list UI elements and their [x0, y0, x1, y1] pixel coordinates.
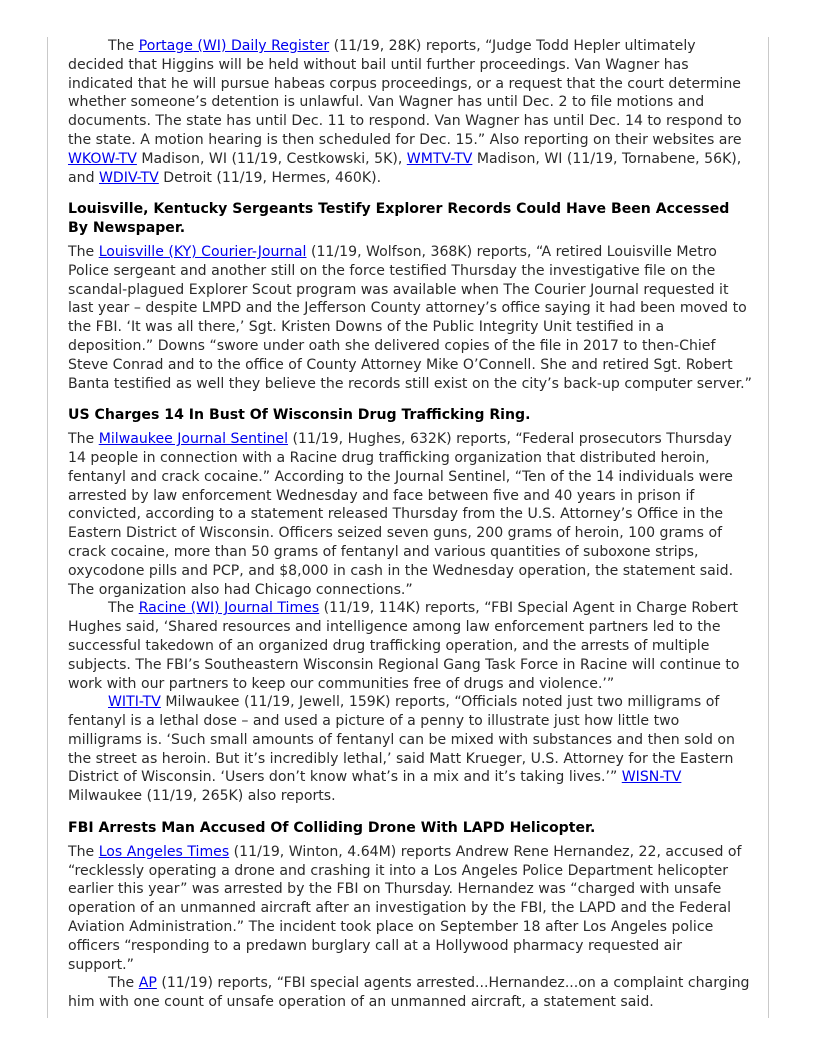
- heading-wisconsin-drug-ring: US Charges 14 In Bust Of Wisconsin Drug Trafficking Ring.: [68, 407, 531, 424]
- paragraph-text: (11/19) reports, “FBI special agents arrested...Hernandez...on a complaint charging him with one count of unsafe operation of an unmanned aircraft, a statement said.: [68, 975, 750, 1011]
- heading-drone-arrest: FBI Arrests Man Accused Of Colliding Drone With LAPD Helicopter.: [68, 820, 596, 837]
- paragraph-text: Madison, WI (11/19, Cestkowski, 5K),: [136, 150, 407, 167]
- paragraph-text: The: [68, 243, 99, 260]
- paragraph-text: The: [108, 600, 139, 617]
- link-wdiv-tv[interactable]: WDIV-TV: [99, 169, 159, 186]
- paragraph-witi: [68, 693, 752, 806]
- link-los-angeles-times[interactable]: Los Angeles Times: [98, 843, 230, 860]
- paragraph-la-times: [68, 843, 752, 975]
- paragraph-text: (11/19, Wolfson, 368K) reports, “A retired Louisville Metro Police sergeant and another still on the force testified Thursday the investigative file on the scandal-plagued Explorer Scout program was available when The Courier Journal requested it last year – despite LMPD and the Jefferson County attorney’s office saying it had been moved to the FBI. ‘It was all there,’ Sgt. Kristen Downs of the Public Integrity Unit testified in a deposition.” Downs “swore under oath she delivered copies of the file in 2017 to then-Chief Steve Conrad and to the office of County Attorney Mike O’Connell. She and retired Sgt. Robert Banta testified as well they believe the records still exist on the city’s back-up computer server.”: [68, 243, 752, 392]
- link-witi-tv[interactable]: WITI-TV: [108, 694, 161, 711]
- heading-louisville: Louisville, Kentucky Sergeants Testify Explorer Records Could Have Been Accessed By Newspaper.: [68, 201, 730, 237]
- link-louisville-courier-journal[interactable]: Louisville (KY) Courier-Journal: [98, 243, 307, 260]
- link-wmtv-tv[interactable]: WMTV-TV: [406, 150, 473, 167]
- paragraph-text: (11/19, 114K) reports, “FBI Special Agent in Charge Robert Hughes said, ‘Shared resources and intelligence among law enforcement partners led to the successful takedown of an organized drug trafficking operation, and the arrests of multiple subjects. The FBI’s Southeastern Wisconsin Regional Gang Task Force in Racine will continue to work with our partners to keep our communities free of drugs and violence.’”: [68, 600, 740, 692]
- paragraph-text: Milwaukee (11/19, Jewell, 159K) reports, “Officials noted just two milligrams of fentanyl is a lethal dose – and used a picture of a penny to illustrate just how little two milligrams is. ‘Such small amounts of fentanyl can be mixed with substances and then sold on the street as heroin. But it’s incredibly lethal,’ said Matt Krueger, U.S. Attorney for the Eastern District of Wisconsin. ‘Users don’t know what’s in a mix and it’s taking lives.’”: [68, 694, 735, 786]
- paragraph-ap: [68, 974, 752, 1012]
- paragraph-racine: [68, 599, 752, 693]
- paragraph-lead-the: The: [108, 38, 139, 54]
- paragraph-text: The: [108, 975, 139, 992]
- link-milwaukee-journal-sentinel[interactable]: Milwaukee Journal Sentinel: [98, 431, 289, 448]
- paragraph-text: Detroit (11/19, Hermes, 460K).: [158, 169, 382, 186]
- paragraph-text: (11/19, 28K) reports, “Judge Todd Hepler ultimately decided that Higgins will be held without bail until further proceedings. Van Wagner has indicated that he will pursue habeas corpus proceedings, or a request that the court determine whether someone’s detention is unlawful. Van Wagner has until Dec. 2 to file motions and documents. The state has until Dec. 11 to respond. Van Wagner has until Dec. 14 to respond to the state. A motion hearing is then scheduled for Dec. 15.” Also reporting on their websites are: [68, 38, 742, 148]
- paragraph-milwaukee: [68, 430, 752, 599]
- link-racine-journal-times[interactable]: Racine (WI) Journal Times: [138, 600, 320, 617]
- paragraph-louisville: [68, 243, 752, 393]
- link-ap[interactable]: AP: [138, 975, 157, 992]
- paragraph-text: (11/19, Winton, 4.64M) reports Andrew Rene Hernandez, 22, accused of “recklessly operating a drone and crashing it into a Los Angeles Police Department helicopter earlier this year” was arrested by the FBI on Thursday. Hernandez was “charged with unsafe operation of an unmanned aircraft after an investigation by the FBI, the LAPD and the Federal Aviation Administration.” The incident took place on September 18 after Los Angeles police officers “responding to a predawn burglary call at a Hollywood pharmacy requested air support.”: [68, 843, 742, 973]
- link-wisn-tv[interactable]: WISN-TV: [621, 769, 682, 786]
- paragraph-text: Milwaukee (11/19, 265K) also reports.: [68, 788, 336, 805]
- paragraph-text: (11/19, Hughes, 632K) reports, “Federal prosecutors Thursday 14 people in connection with a Racine drug trafficking organization that distributed heroin, fentanyl and crack cocaine.” According to the Journal Sentinel, “Ten of the 14 individuals were arrested by law enforcement Wednesday and face between five and 40 years in prison if convicted, according to a statement released Thursday from the U.S. Attorney’s Office in the Eastern District of Wisconsin. Officers seized seven guns, 200 grams of heroin, 100 grams of crack cocaine, more than 50 grams of fentanyl and various quantities of suboxone strips, oxycodone pills and PCP, and $8,000 in cash in the Wednesday operation, the statement said. The organization also had Chicago connections.”: [68, 431, 734, 598]
- paragraph-text: Madison, WI (11/19, Tornabene, 56K), and: [68, 150, 742, 186]
- link-wkow-tv[interactable]: WKOW-TV: [68, 150, 137, 167]
- document-page: [68, 37, 752, 1012]
- left-margin-rule: [47, 37, 48, 1018]
- paragraph-portage: [68, 37, 752, 187]
- link-portage-daily-register[interactable]: Portage (WI) Daily Register: [138, 38, 330, 54]
- right-margin-rule: [768, 37, 769, 1018]
- paragraph-text: The: [68, 843, 99, 860]
- paragraph-text: The: [68, 431, 99, 448]
